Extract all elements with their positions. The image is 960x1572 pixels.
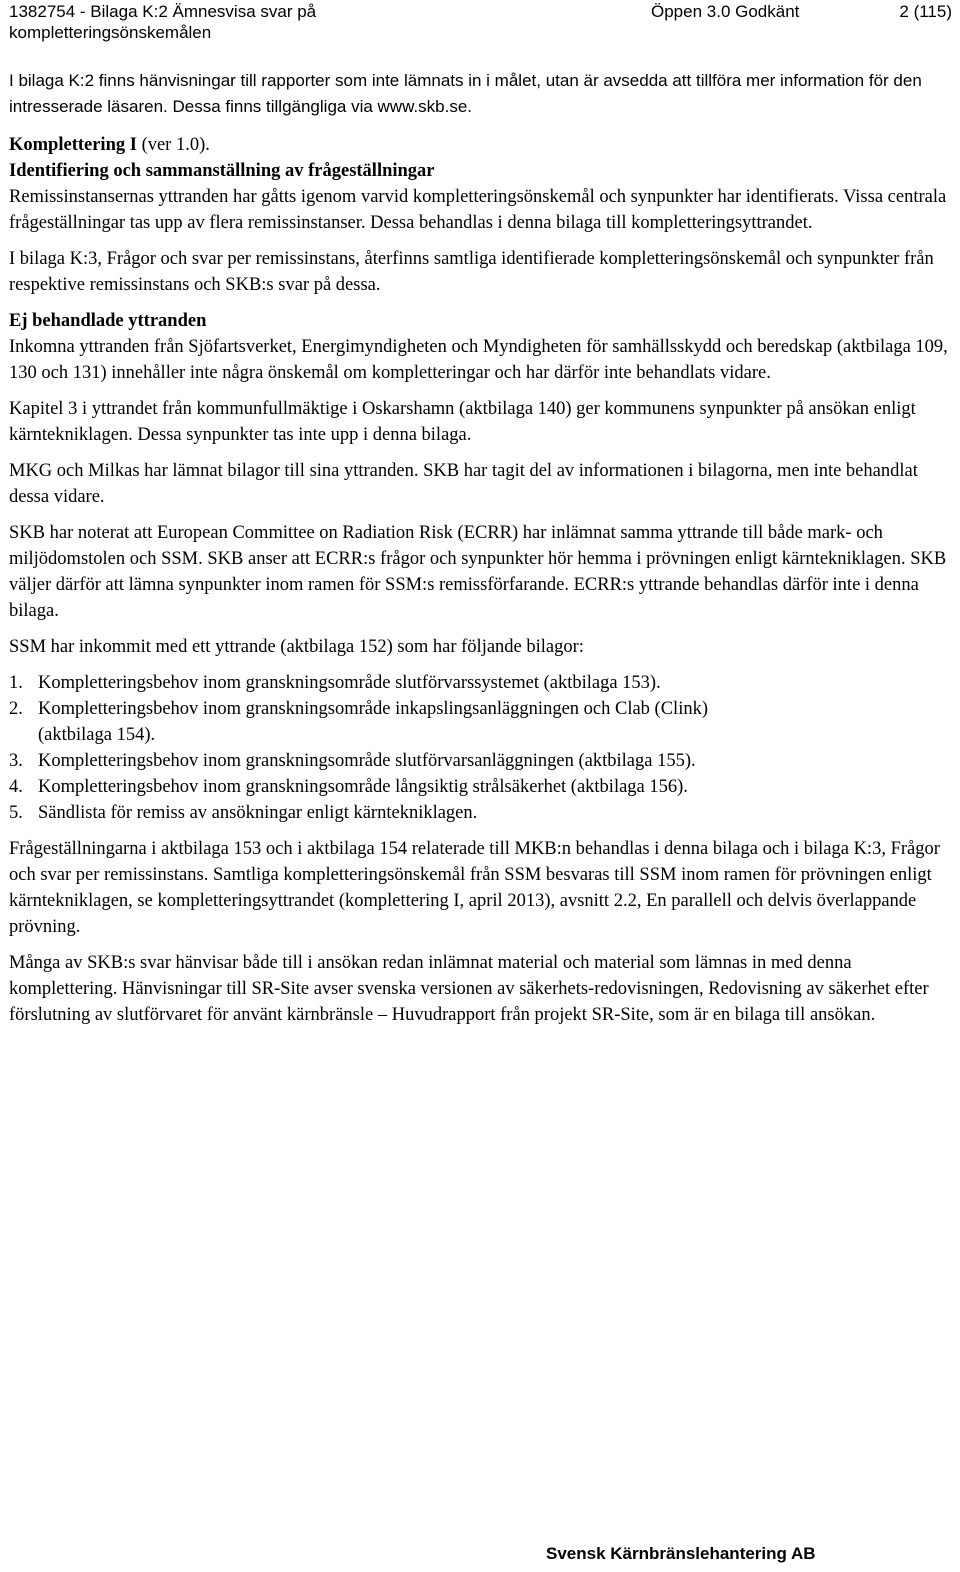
company-footer: Svensk Kärnbränslehantering AB bbox=[546, 1544, 816, 1563]
list-item bbox=[9, 748, 949, 774]
list-item-number: 4. bbox=[9, 777, 23, 797]
section1-paragraph-2: I bilaga K:3, Frågor och svar per remissinstans, återfinns samtliga identifierade kompletteringsönskemål och synpunkter från respektive remissinstans och SKB:s svar på dessa. bbox=[9, 249, 934, 295]
document-status: Öppen 3.0 Godkänt bbox=[651, 2, 800, 21]
komplettering-label: Komplettering I bbox=[9, 135, 137, 155]
section1-paragraph-1: Remissinstansernas yttranden har gåtts igenom varvid kompletteringsönskemål och synpunkter har identifierats. Vissa centrala frågeställningar tas upp av flera remissinstanser. Dessa behandlas i denna bilaga till kompletteringsyttrandet. bbox=[9, 187, 947, 233]
komplettering-version: (ver 1.0). bbox=[136, 135, 210, 155]
list-item-text: Kompletteringsbehov inom granskningsområde slutförvarsanläggningen (aktbilaga 155). bbox=[38, 751, 696, 771]
section2-paragraph-5: SSM har inkommit med ett yttrande (aktbilaga 152) som har följande bilagor: bbox=[9, 637, 584, 657]
list-item-number: 5. bbox=[9, 803, 23, 823]
list-item bbox=[9, 800, 949, 826]
ssm-attachment-list bbox=[9, 670, 949, 826]
list-item-text: Kompletteringsbehov inom granskningsområde långsiktig strålsäkerhet (aktbilaga 156). bbox=[38, 777, 688, 797]
list-item-text: Kompletteringsbehov inom granskningsområde inkapslingsanläggningen och Clab (Clink) (aktbilaga 154). bbox=[38, 699, 709, 745]
list-item-text: Kompletteringsbehov inom granskningsområde slutförvarssystemet (aktbilaga 153). bbox=[38, 673, 661, 693]
section2-paragraph-3: MKG och Milkas har lämnat bilagor till sina yttranden. SKB har tagit del av informationen i bilagorna, men inte behandlat dessa vidare. bbox=[9, 461, 918, 507]
intro-paragraph: I bilaga K:2 finns hänvisningar till rapporter som inte lämnats in i målet, utan är avsedda att tillföra mer information för den intresserade läsaren. Dessa finns tillgängliga via www.skb.se. bbox=[9, 71, 922, 116]
list-item-number: 2. bbox=[9, 699, 23, 719]
document-title-line-2: kompletteringsönskemålen bbox=[9, 23, 212, 42]
section2-after-list-paragraph-1: Frågeställningarna i aktbilaga 153 och i aktbilaga 154 relaterade till MKB:n behandlas i denna bilaga och i bilaga K:3, Frågor och svar per remissinstans. Samtliga kompletteringsönskemål från SSM besvaras till SSM inom ramen för prövningen enligt kärntekniklagen, se kompletteringsyttrandet (komplettering I, april 2013), avsnitt 2.2, En parallell och delvis överlappande prövning. bbox=[9, 839, 940, 937]
page-number: 2 (115) bbox=[899, 2, 952, 21]
list-item bbox=[9, 670, 949, 696]
komplettering-line bbox=[9, 132, 949, 158]
list-item-number: 3. bbox=[9, 751, 23, 771]
section-heading-identifiering: Identifiering och sammanställning av frågeställningar bbox=[9, 161, 435, 181]
section2-paragraph-1: Inkomna yttranden från Sjöfartsverket, Energimyndigheten och Myndigheten för samhällsskydd och beredskap (aktbilaga 109, 130 och 131) innehåller inte några önskemål om kompletteringar och har därför inte behandlats vidare. bbox=[9, 337, 948, 383]
document-title-line-1: 1382754 - Bilaga K:2 Ämnesvisa svar på bbox=[9, 2, 317, 21]
document-body bbox=[9, 68, 949, 1038]
page-header bbox=[0, 0, 960, 44]
section2-paragraph-4: SKB har noterat att European Committee on Radiation Risk (ECRR) har inlämnat samma yttrande till både mark- och miljödomstolen och SSM. SKB anser att ECRR:s frågor och synpunkter hör hemma i prövningen enligt kärntekniklagen. SKB väljer därför att lämna synpunkter inom ramen för SSM:s remissförfarande. ECRR:s yttrande behandlas därför inte i denna bilaga. bbox=[9, 523, 947, 621]
list-item-text: Sändlista för remiss av ansökningar enligt kärntekniklagen. bbox=[38, 803, 478, 823]
section2-paragraph-2: Kapitel 3 i yttrandet från kommunfullmäktige i Oskarshamn (aktbilaga 140) ger kommunens synpunkter på ansökan enligt kärntekniklagen. Dessa synpunkter tas inte upp i denna bilaga. bbox=[9, 399, 916, 445]
list-item bbox=[9, 774, 949, 800]
section-heading-ej-behandlade: Ej behandlade yttranden bbox=[9, 311, 207, 331]
document-title bbox=[9, 1, 316, 43]
section2-after-list-paragraph-2: Många av SKB:s svar hänvisar både till i ansökan redan inlämnat material och material som lämnas in med denna komplettering. Hänvisningar till SR-Site avser svenska versionen av säkerhets-redovisningen, Redovisning av säkerhet efter förslutning av slutförvaret för använt kärnbränsle – Huvudrapport från projekt SR-Site, som är en bilaga till ansökan. bbox=[9, 953, 929, 1025]
list-item-number: 1. bbox=[9, 673, 23, 693]
list-item bbox=[9, 696, 949, 748]
